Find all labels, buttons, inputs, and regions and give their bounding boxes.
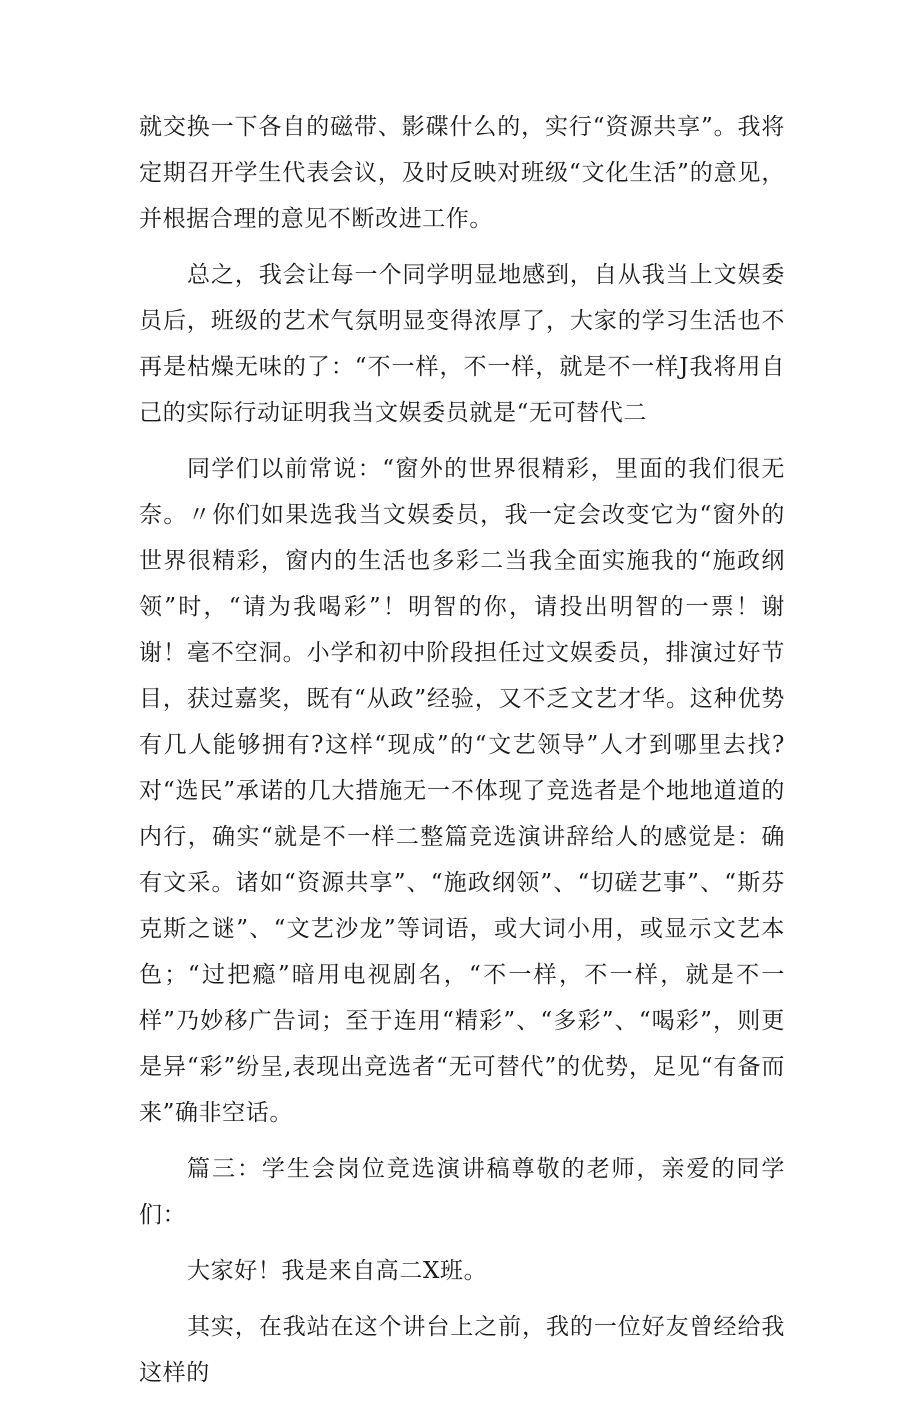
paragraph-4: 篇三：学生会岗位竞选演讲稿尊敬的老师，亲爱的同学们： — [139, 1156, 785, 1228]
document-body — [139, 104, 785, 1406]
paragraph-5: 大家好！我是来自高二X班。 — [187, 1258, 488, 1284]
paragraph-3: 同学们以前常说：“窗外的世界很精彩，里面的我们很无奈。〃你们如果选我当文娱委员，我一定会改变它为“窗外的世界很精彩，窗内的生活也多彩二当我全面实施我的“施政纲领”时，“请为我喝彩”！明智的你，请投出明智的一票！谢谢！毫不空洞。小学和初中阶段担任过文娱委员，排演过好节目，获过嘉奖，既有“从政”经验，又不乏文艺才华。这种优势有几人能够拥有?这样“现成”的“文艺领导”人才到哪里去找?对“选民”承诺的几大措施无一不体现了竞选者是个地地道道的内行，确实“就是不一样二整篇竞选演讲辞给人的感觉是：确有文采。诸如“资源共享”、“施政纲领”、“切磋艺事”、“斯芬克斯之谜”、“文艺沙龙”等词语，或大词小用，或显示文艺本色；“过把瘾”暗用电视剧名，“不一样，不一样，就是不一样”乃妙移广告词；至于连用“精彩”、“多彩”、“喝彩”，则更是异“彩”纷呈,表现出竞选者“无可替代”的优势，足见“有备而来”确非空话。 — [139, 456, 785, 1126]
paragraph-2: 总之，我会让每一个同学明显地感到，自从我当上文娱委员后，班级的艺术气氛明显变得浓厚了，大家的学习生活也不再是枯燥无味的了：“不一样，不一样，就是不一样J我将用自己的实际行动证明我当文娱委员就是“无可替代二 — [139, 262, 785, 426]
paragraph-1: 就交换一下各自的磁带、影碟什么的，实行“资源共享”。我将定期召开学生代表会议，及时反映对班级“文化生活”的意见，并根据合理的意见不断改进工作。 — [139, 114, 785, 232]
paragraph-6: 其实，在我站在这个讲台上之前，我的一位好友曾经给我这样的 — [139, 1314, 785, 1386]
